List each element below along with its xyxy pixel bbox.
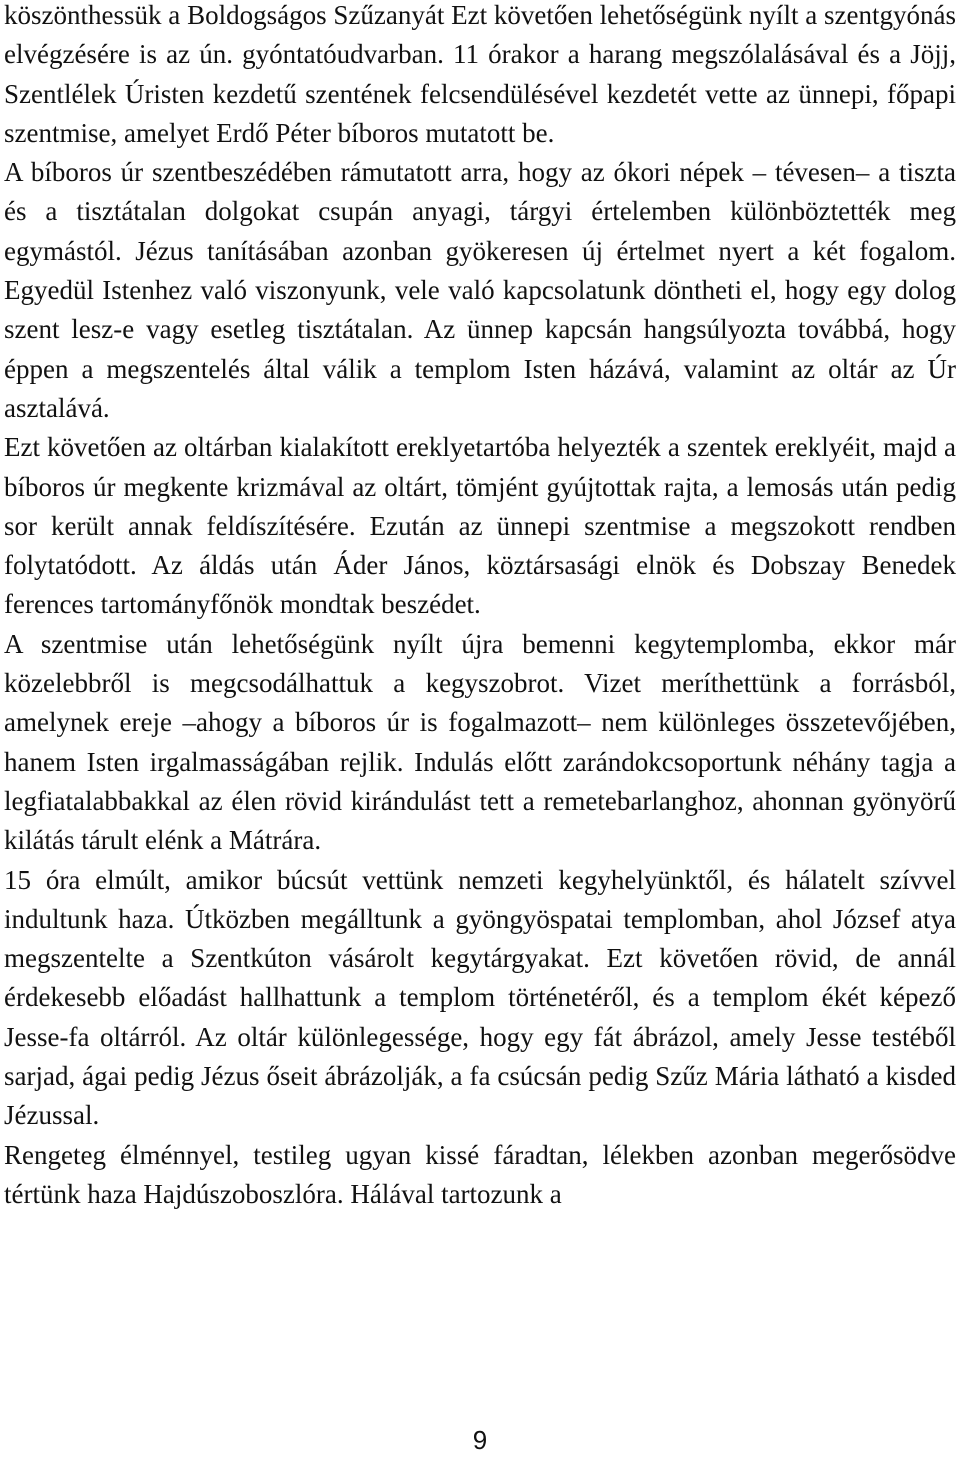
page-number: 9 [472, 1425, 488, 1455]
body-text [4, 0, 956, 1214]
paragraph-1: köszönthessük a Boldogságos Szűzanyát Ezt követően lehetőségünk nyílt a szentgyónás elvégzésére is az ún. gyóntatóudvarban. 11 órakor a harang megszólalásával és a Jöjj, Szentlélek Úristen kezdetű szentének felcsendülésével kezdetét vette az ünnepi, főpapi szentmise, amelyet Erdő Péter bíboros mutatott be. [4, 0, 956, 148]
paragraph-6: Rengeteg élménnyel, testileg ugyan kissé fáradtan, lélekben azonban megerősödve tértünk haza Hajdúszoboszlóra. Hálával tartozunk a [4, 1139, 956, 1209]
paragraph-4: A szentmise után lehetőségünk nyílt újra bemenni kegytemplomba, ekkor már közelebbről is megcsodálhattuk a kegyszobrot. Vizet meríthettünk a forrásból, amelynek ereje –ahogy a bíboros úr is fogalmazott– nem különleges összetevőjében, hanem Isten irgalmasságában rejlik. Indulás előtt zarándokcsoportunk néhány tagja a legfiatalabbakkal az élen rövid kirándulást tett a remetebarlanghoz, ahonnan gyönyörű kilátás tárult elénk a Mátrára. [4, 628, 956, 856]
paragraph-2: A bíboros úr szentbeszédében rámutatott arra, hogy az ókori népek – tévesen– a tiszta és a tisztátalan dolgokat csupán anyagi, tárgyi értelemben különböztették meg egymástól. Jézus tanításában azonban gyökeresen új értelmet nyert a két fogalom. Egyedül Istenhez való viszonyunk, vele való kapcsolatunk döntheti el, hogy egy dolog szent lesz-e vagy esetleg tisztátalan. Az ünnep kapcsán hangsúlyozta továbbá, hogy éppen a megszentelés által válik a templom Isten házává, valamint az oltár az Úr asztalává. [4, 157, 956, 423]
paragraph-5: 15 óra elmúlt, amikor búcsút vettünk nemzeti kegyhelyünktől, és hálatelt szívvel indultunk haza. Útközben megálltunk a gyöngyöspatai templomban, ahol József atya megszentelte a Szentkúton vásárolt kegytárgyakat. Ezt követően rövid, de annál érdekesebb előadást hallhattunk a templom történetéről, és a templom ékét képező Jesse-fa oltárról. Az oltár különlegessége, hogy egy fát ábrázol, amely Jesse testéből sarjad, ágai pedig Jézus őseit ábrázolják, a fa csúcsán pedig Szűz Mária látható a kisded Jézussal. [4, 864, 956, 1131]
paragraph-3: Ezt követően az oltárban kialakított ereklyetartóba helyezték a szentek ereklyéit, majd a bíboros úr megkente krizmával az oltárt, tömjént gyújtottak rajta, a lemosás után pedig sor került annak feldíszítésére. Ezután az ünnepi szentmise a megszokott rendben folytatódott. Az áldás után Áder János, köztársasági elnök és Dobszay Benedek ferences tartományfőnök mondtak beszédet. [4, 432, 956, 620]
